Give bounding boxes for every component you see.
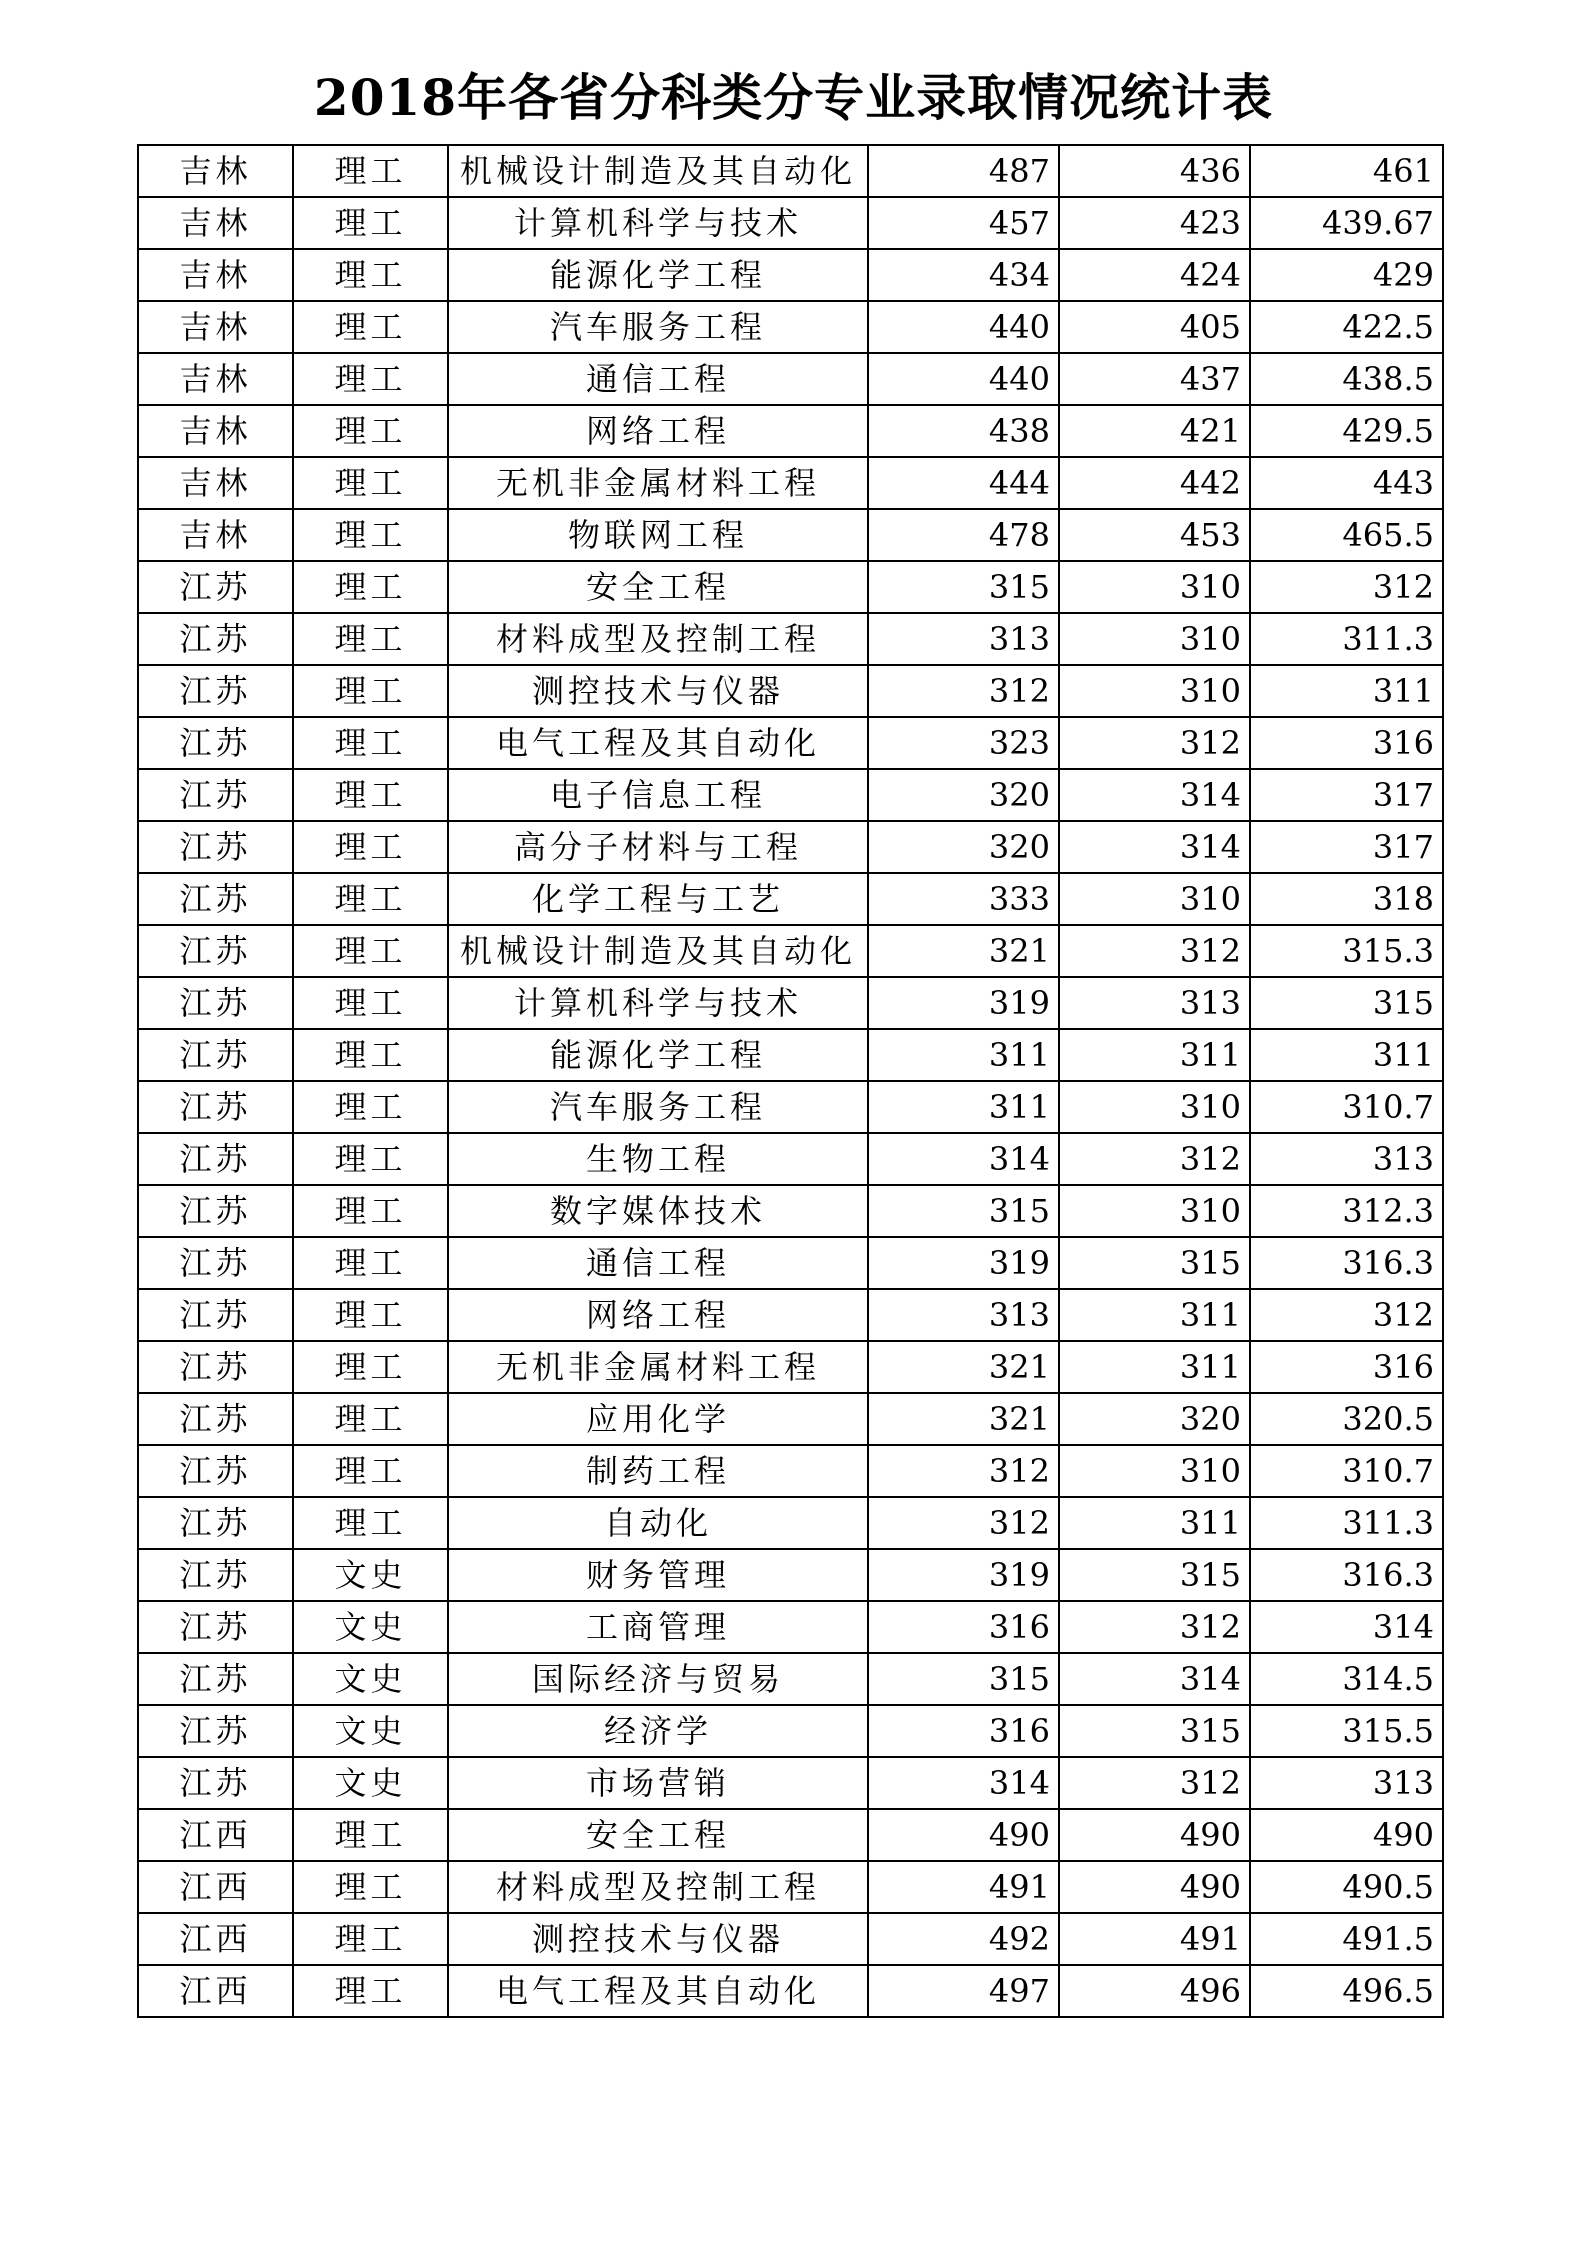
cell-major: 能源化学工程 (448, 249, 868, 301)
cell-category: 理工 (293, 1913, 448, 1965)
cell-province: 江苏 (138, 717, 293, 769)
cell-major: 经济学 (448, 1705, 868, 1757)
cell-major: 电子信息工程 (448, 769, 868, 821)
cell-max-score: 320 (868, 769, 1059, 821)
cell-category: 理工 (293, 925, 448, 977)
cell-major: 电气工程及其自动化 (448, 1965, 868, 2017)
cell-max-score: 311 (868, 1029, 1059, 1081)
cell-major: 测控技术与仪器 (448, 665, 868, 717)
cell-max-score: 444 (868, 457, 1059, 509)
cell-max-score: 440 (868, 301, 1059, 353)
cell-category: 理工 (293, 1237, 448, 1289)
cell-max-score: 319 (868, 977, 1059, 1029)
cell-max-score: 492 (868, 1913, 1059, 1965)
cell-category: 理工 (293, 717, 448, 769)
cell-avg-score: 438.5 (1250, 353, 1443, 405)
cell-max-score: 323 (868, 717, 1059, 769)
cell-province: 江苏 (138, 1341, 293, 1393)
page-title: 2018年各省分科类分专业录取情况统计表 (313, 68, 1274, 127)
table-row (138, 1809, 1443, 1861)
table-row (138, 145, 1443, 197)
cell-category: 文史 (293, 1653, 448, 1705)
table-row (138, 301, 1443, 353)
cell-major: 高分子材料与工程 (448, 821, 868, 873)
cell-category: 理工 (293, 977, 448, 1029)
cell-min-score: 310 (1059, 665, 1250, 717)
cell-major: 电气工程及其自动化 (448, 717, 868, 769)
table-row (138, 925, 1443, 977)
cell-max-score: 314 (868, 1757, 1059, 1809)
cell-min-score: 315 (1059, 1237, 1250, 1289)
cell-category: 理工 (293, 821, 448, 873)
cell-avg-score: 311.3 (1250, 613, 1443, 665)
cell-max-score: 490 (868, 1809, 1059, 1861)
cell-avg-score: 311 (1250, 1029, 1443, 1081)
cell-max-score: 491 (868, 1861, 1059, 1913)
cell-avg-score: 439.67 (1250, 197, 1443, 249)
cell-min-score: 421 (1059, 405, 1250, 457)
cell-major: 应用化学 (448, 1393, 868, 1445)
table-row (138, 1393, 1443, 1445)
cell-province: 吉林 (138, 405, 293, 457)
cell-category: 理工 (293, 249, 448, 301)
cell-max-score: 438 (868, 405, 1059, 457)
cell-avg-score: 318 (1250, 873, 1443, 925)
table-row (138, 821, 1443, 873)
cell-province: 江苏 (138, 977, 293, 1029)
cell-min-score: 490 (1059, 1809, 1250, 1861)
cell-province: 江苏 (138, 1237, 293, 1289)
cell-province: 江苏 (138, 1601, 293, 1653)
cell-avg-score: 310.7 (1250, 1445, 1443, 1497)
cell-min-score: 496 (1059, 1965, 1250, 2017)
cell-avg-score: 314 (1250, 1601, 1443, 1653)
cell-province: 江苏 (138, 1185, 293, 1237)
cell-max-score: 321 (868, 1341, 1059, 1393)
cell-category: 理工 (293, 457, 448, 509)
table-row (138, 1965, 1443, 2017)
cell-avg-score: 315.5 (1250, 1705, 1443, 1757)
cell-min-score: 453 (1059, 509, 1250, 561)
table-row (138, 353, 1443, 405)
cell-max-score: 313 (868, 1289, 1059, 1341)
cell-min-score: 310 (1059, 873, 1250, 925)
cell-avg-score: 461 (1250, 145, 1443, 197)
cell-province: 江苏 (138, 561, 293, 613)
cell-min-score: 424 (1059, 249, 1250, 301)
cell-max-score: 457 (868, 197, 1059, 249)
cell-major: 网络工程 (448, 405, 868, 457)
cell-avg-score: 316.3 (1250, 1237, 1443, 1289)
cell-min-score: 320 (1059, 1393, 1250, 1445)
cell-province: 吉林 (138, 509, 293, 561)
table-row (138, 509, 1443, 561)
cell-avg-score: 316 (1250, 717, 1443, 769)
cell-province: 吉林 (138, 457, 293, 509)
cell-max-score: 321 (868, 925, 1059, 977)
cell-min-score: 310 (1059, 1081, 1250, 1133)
cell-category: 理工 (293, 1185, 448, 1237)
table-row (138, 1341, 1443, 1393)
cell-province: 江苏 (138, 925, 293, 977)
table-row (138, 561, 1443, 613)
cell-major: 材料成型及控制工程 (448, 1861, 868, 1913)
cell-min-score: 315 (1059, 1549, 1250, 1601)
table-row (138, 1913, 1443, 1965)
cell-province: 江苏 (138, 769, 293, 821)
cell-min-score: 312 (1059, 717, 1250, 769)
cell-min-score: 442 (1059, 457, 1250, 509)
cell-max-score: 333 (868, 873, 1059, 925)
cell-category: 文史 (293, 1705, 448, 1757)
cell-province: 江西 (138, 1913, 293, 1965)
cell-max-score: 314 (868, 1133, 1059, 1185)
cell-category: 理工 (293, 301, 448, 353)
cell-province: 吉林 (138, 145, 293, 197)
cell-avg-score: 312 (1250, 1289, 1443, 1341)
cell-min-score: 490 (1059, 1861, 1250, 1913)
table-row (138, 1705, 1443, 1757)
table-row (138, 717, 1443, 769)
cell-major: 国际经济与贸易 (448, 1653, 868, 1705)
cell-avg-score: 311 (1250, 665, 1443, 717)
cell-category: 理工 (293, 1965, 448, 2017)
cell-major: 计算机科学与技术 (448, 197, 868, 249)
table-row (138, 1861, 1443, 1913)
cell-category: 理工 (293, 405, 448, 457)
cell-major: 机械设计制造及其自动化 (448, 145, 868, 197)
table-row (138, 769, 1443, 821)
cell-avg-score: 317 (1250, 821, 1443, 873)
cell-major: 测控技术与仪器 (448, 1913, 868, 1965)
cell-avg-score: 315 (1250, 977, 1443, 1029)
cell-province: 江苏 (138, 613, 293, 665)
cell-avg-score: 310.7 (1250, 1081, 1443, 1133)
cell-major: 安全工程 (448, 561, 868, 613)
cell-avg-score: 429.5 (1250, 405, 1443, 457)
table-row (138, 665, 1443, 717)
cell-province: 江西 (138, 1809, 293, 1861)
cell-province: 江西 (138, 1965, 293, 2017)
cell-avg-score: 429 (1250, 249, 1443, 301)
table-row (138, 197, 1443, 249)
cell-category: 理工 (293, 561, 448, 613)
admission-score-table (137, 144, 1444, 2018)
cell-major: 能源化学工程 (448, 1029, 868, 1081)
cell-major: 汽车服务工程 (448, 301, 868, 353)
cell-max-score: 316 (868, 1705, 1059, 1757)
cell-major: 市场营销 (448, 1757, 868, 1809)
table-row (138, 457, 1443, 509)
cell-min-score: 311 (1059, 1029, 1250, 1081)
cell-min-score: 310 (1059, 1445, 1250, 1497)
cell-min-score: 312 (1059, 1757, 1250, 1809)
cell-max-score: 320 (868, 821, 1059, 873)
cell-major: 数字媒体技术 (448, 1185, 868, 1237)
cell-province: 吉林 (138, 301, 293, 353)
cell-min-score: 311 (1059, 1497, 1250, 1549)
cell-province: 江苏 (138, 1757, 293, 1809)
cell-min-score: 313 (1059, 977, 1250, 1029)
cell-min-score: 312 (1059, 1133, 1250, 1185)
cell-min-score: 405 (1059, 301, 1250, 353)
cell-category: 理工 (293, 1341, 448, 1393)
cell-max-score: 321 (868, 1393, 1059, 1445)
table-row (138, 1445, 1443, 1497)
cell-avg-score: 313 (1250, 1757, 1443, 1809)
cell-category: 理工 (293, 1133, 448, 1185)
table-row (138, 1757, 1443, 1809)
table-row (138, 1133, 1443, 1185)
cell-major: 生物工程 (448, 1133, 868, 1185)
cell-major: 材料成型及控制工程 (448, 613, 868, 665)
cell-min-score: 310 (1059, 1185, 1250, 1237)
cell-major: 计算机科学与技术 (448, 977, 868, 1029)
cell-category: 理工 (293, 1497, 448, 1549)
cell-province: 吉林 (138, 249, 293, 301)
cell-min-score: 310 (1059, 561, 1250, 613)
cell-category: 理工 (293, 1861, 448, 1913)
cell-avg-score: 316 (1250, 1341, 1443, 1393)
cell-min-score: 315 (1059, 1705, 1250, 1757)
cell-max-score: 312 (868, 665, 1059, 717)
cell-major: 机械设计制造及其自动化 (448, 925, 868, 977)
cell-max-score: 497 (868, 1965, 1059, 2017)
table-row (138, 1497, 1443, 1549)
cell-min-score: 314 (1059, 821, 1250, 873)
cell-major: 自动化 (448, 1497, 868, 1549)
cell-min-score: 314 (1059, 769, 1250, 821)
cell-category: 文史 (293, 1549, 448, 1601)
cell-category: 理工 (293, 613, 448, 665)
cell-avg-score: 313 (1250, 1133, 1443, 1185)
table-row (138, 1237, 1443, 1289)
cell-max-score: 487 (868, 145, 1059, 197)
cell-major: 化学工程与工艺 (448, 873, 868, 925)
cell-avg-score: 312 (1250, 561, 1443, 613)
cell-major: 物联网工程 (448, 509, 868, 561)
table-row (138, 613, 1443, 665)
cell-province: 江苏 (138, 821, 293, 873)
cell-province: 江苏 (138, 1653, 293, 1705)
cell-min-score: 314 (1059, 1653, 1250, 1705)
cell-major: 汽车服务工程 (448, 1081, 868, 1133)
table-body (138, 145, 1443, 2017)
table-row (138, 1081, 1443, 1133)
cell-category: 理工 (293, 873, 448, 925)
cell-min-score: 312 (1059, 1601, 1250, 1653)
cell-category: 理工 (293, 769, 448, 821)
cell-max-score: 478 (868, 509, 1059, 561)
table-row (138, 873, 1443, 925)
cell-min-score: 436 (1059, 145, 1250, 197)
cell-province: 江苏 (138, 873, 293, 925)
cell-province: 江苏 (138, 1081, 293, 1133)
cell-major: 通信工程 (448, 1237, 868, 1289)
cell-min-score: 312 (1059, 925, 1250, 977)
table-row (138, 1029, 1443, 1081)
cell-province: 吉林 (138, 197, 293, 249)
cell-avg-score: 491.5 (1250, 1913, 1443, 1965)
cell-province: 江苏 (138, 1705, 293, 1757)
cell-major: 制药工程 (448, 1445, 868, 1497)
table-row (138, 1289, 1443, 1341)
cell-category: 理工 (293, 665, 448, 717)
cell-category: 理工 (293, 1081, 448, 1133)
cell-max-score: 319 (868, 1549, 1059, 1601)
table-row (138, 405, 1443, 457)
cell-province: 吉林 (138, 353, 293, 405)
cell-major: 通信工程 (448, 353, 868, 405)
cell-avg-score: 317 (1250, 769, 1443, 821)
table-row (138, 1549, 1443, 1601)
cell-avg-score: 320.5 (1250, 1393, 1443, 1445)
cell-max-score: 315 (868, 1185, 1059, 1237)
cell-category: 文史 (293, 1757, 448, 1809)
cell-major: 无机非金属材料工程 (448, 457, 868, 509)
table-row (138, 1601, 1443, 1653)
cell-category: 理工 (293, 509, 448, 561)
cell-major: 无机非金属材料工程 (448, 1341, 868, 1393)
cell-min-score: 311 (1059, 1289, 1250, 1341)
cell-province: 江苏 (138, 1445, 293, 1497)
cell-avg-score: 311.3 (1250, 1497, 1443, 1549)
cell-min-score: 310 (1059, 613, 1250, 665)
cell-avg-score: 315.3 (1250, 925, 1443, 977)
table-row (138, 977, 1443, 1029)
cell-province: 江苏 (138, 1393, 293, 1445)
cell-avg-score: 490 (1250, 1809, 1443, 1861)
cell-category: 理工 (293, 1289, 448, 1341)
cell-category: 理工 (293, 1029, 448, 1081)
cell-category: 理工 (293, 197, 448, 249)
cell-max-score: 312 (868, 1497, 1059, 1549)
cell-major: 安全工程 (448, 1809, 868, 1861)
cell-avg-score: 443 (1250, 457, 1443, 509)
cell-province: 江苏 (138, 1029, 293, 1081)
cell-province: 江苏 (138, 1133, 293, 1185)
cell-province: 江苏 (138, 1289, 293, 1341)
cell-major: 工商管理 (448, 1601, 868, 1653)
cell-avg-score: 496.5 (1250, 1965, 1443, 2017)
cell-min-score: 311 (1059, 1341, 1250, 1393)
cell-min-score: 437 (1059, 353, 1250, 405)
cell-category: 理工 (293, 1393, 448, 1445)
cell-category: 理工 (293, 145, 448, 197)
cell-province: 江西 (138, 1861, 293, 1913)
cell-avg-score: 490.5 (1250, 1861, 1443, 1913)
cell-avg-score: 312.3 (1250, 1185, 1443, 1237)
cell-province: 江苏 (138, 665, 293, 717)
cell-max-score: 440 (868, 353, 1059, 405)
cell-province: 江苏 (138, 1549, 293, 1601)
cell-max-score: 313 (868, 613, 1059, 665)
cell-min-score: 423 (1059, 197, 1250, 249)
cell-avg-score: 314.5 (1250, 1653, 1443, 1705)
cell-max-score: 311 (868, 1081, 1059, 1133)
cell-category: 理工 (293, 1445, 448, 1497)
table-row (138, 1653, 1443, 1705)
cell-avg-score: 465.5 (1250, 509, 1443, 561)
cell-major: 财务管理 (448, 1549, 868, 1601)
table-row (138, 1185, 1443, 1237)
cell-max-score: 319 (868, 1237, 1059, 1289)
cell-category: 文史 (293, 1601, 448, 1653)
cell-max-score: 434 (868, 249, 1059, 301)
cell-major: 网络工程 (448, 1289, 868, 1341)
cell-province: 江苏 (138, 1497, 293, 1549)
cell-max-score: 312 (868, 1445, 1059, 1497)
cell-avg-score: 422.5 (1250, 301, 1443, 353)
table-row (138, 249, 1443, 301)
cell-avg-score: 316.3 (1250, 1549, 1443, 1601)
cell-max-score: 315 (868, 1653, 1059, 1705)
cell-category: 理工 (293, 353, 448, 405)
cell-category: 理工 (293, 1809, 448, 1861)
cell-min-score: 491 (1059, 1913, 1250, 1965)
cell-max-score: 316 (868, 1601, 1059, 1653)
cell-max-score: 315 (868, 561, 1059, 613)
